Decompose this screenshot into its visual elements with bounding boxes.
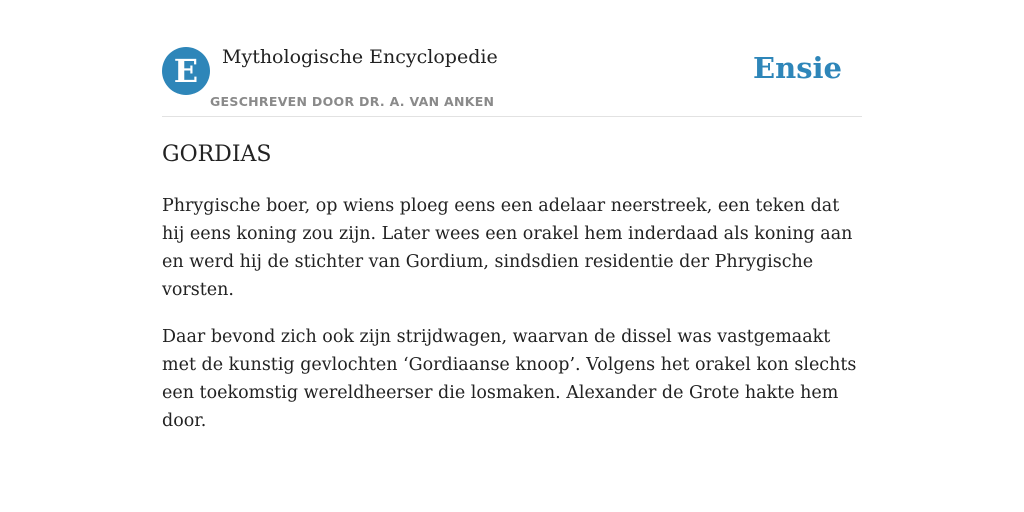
- author-line: GESCHREVEN DOOR DR. A. VAN ANKEN: [210, 94, 495, 109]
- article-headword: GORDIAS: [162, 142, 272, 167]
- article-paragraph: Daar bevond zich ook zijn strijdwagen, waarvan de dissel was vastgemaakt met de kunstig gevlochten ‘Gordiaanse knoop’. Volgens het orakel kon slechts een toekomstig wereldheerser die losmaken. Alexander de Grote hakte hem door.: [162, 327, 857, 431]
- encyclopedia-title[interactable]: Mythologische Encyclopedie: [222, 46, 498, 68]
- article-paragraph: Phrygische boer, op wiens ploeg eens een adelaar neerstreek, een teken dat hij eens koning zou zijn. Later wees een orakel hem inderdaad als koning aan en werd hij de stichter van Gordium, sindsdien residentie der Phrygische vorsten.: [162, 196, 853, 300]
- header: [162, 46, 862, 117]
- article: [162, 140, 862, 454]
- brand-logo[interactable]: Ensie: [753, 51, 842, 85]
- encyclopedia-logo-icon[interactable]: E: [162, 47, 210, 95]
